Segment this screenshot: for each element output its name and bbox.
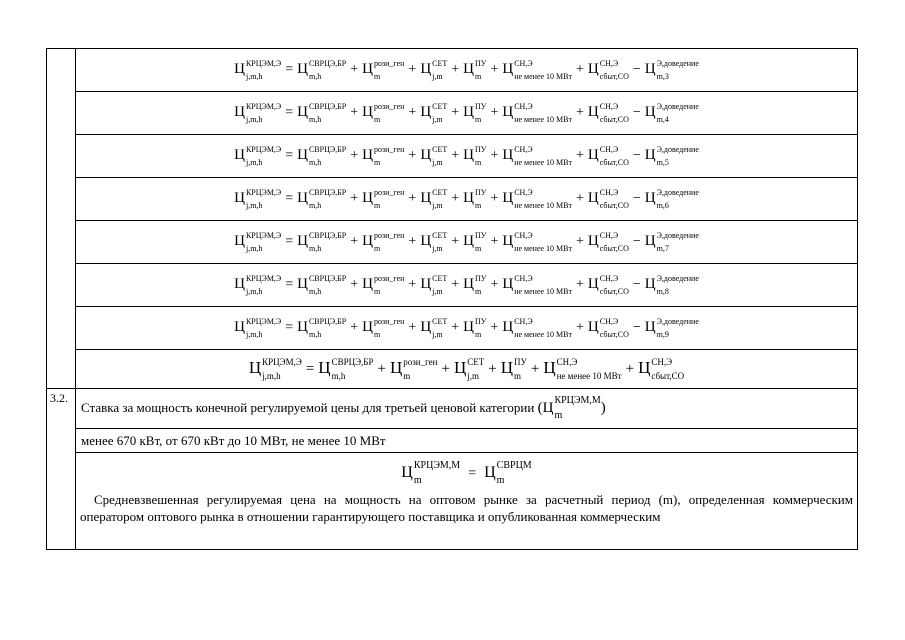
- formula-operator: +: [625, 360, 635, 377]
- formula-cell: [76, 135, 858, 178]
- formula-term: Ц ПУ m: [500, 356, 527, 381]
- formula-operator: +: [408, 191, 417, 207]
- formula-term: Ц КРЦЭМ,Э j,m,h: [248, 356, 302, 381]
- formula-operator: +: [451, 62, 460, 78]
- formula-operator: +: [408, 148, 417, 164]
- formula-operator: =: [285, 191, 294, 207]
- formula-row: [47, 49, 858, 92]
- formula-operator: +: [490, 105, 499, 121]
- formula-operator: +: [350, 191, 359, 207]
- formula-cell: [76, 221, 858, 264]
- formula-operator: +: [350, 234, 359, 250]
- formula-operator: +: [490, 320, 499, 336]
- section-title-row: [47, 389, 858, 429]
- formula-operator: +: [451, 105, 460, 121]
- formula-operator: −: [632, 105, 641, 121]
- formula-row: [47, 135, 858, 178]
- formula-term: Ц СН,Э не менее 10 МВт: [502, 187, 572, 210]
- formula-term: Ц КРЦЭМ,Э j,m,h: [234, 316, 282, 339]
- formula-operator: +: [576, 62, 584, 78]
- section-subtitle-row: [47, 429, 858, 453]
- title-formula: (Ц КРЦЭМ,М m ): [537, 395, 606, 421]
- formula-term: Ц рози_ген m: [362, 187, 405, 210]
- formula-term: Ц СН,Э сбыт,СО: [587, 187, 629, 210]
- formula-operator: +: [488, 360, 497, 377]
- formula-term: Ц ПУ m: [463, 101, 487, 124]
- formula-operator: =: [285, 320, 294, 336]
- formula-row: [47, 307, 858, 350]
- formula-term: Ц КРЦЭМ,Э j,m,h: [234, 273, 282, 296]
- formula-cell-total: [76, 350, 858, 389]
- formula-operator: −: [632, 234, 641, 250]
- formula-row: [47, 178, 858, 221]
- formula-term: Ц СН,Э сбыт,СО: [587, 144, 629, 167]
- row-number: 3.2.: [47, 389, 76, 550]
- section-title: Ставка за мощность конечной регулируемой цены для третьей ценовой категории: [81, 399, 535, 415]
- formula-term: Ц СЕТ j,m: [420, 316, 448, 339]
- formula-operator: +: [451, 320, 460, 336]
- formula-term: Ц ПУ m: [463, 58, 487, 81]
- formula-term: Ц КРЦЭМ,Э j,m,h: [234, 101, 282, 124]
- formula-operator: +: [408, 234, 417, 250]
- formula-term: Ц СВРЦЭ,БР m,h: [297, 144, 347, 167]
- formula-operator: +: [408, 320, 417, 336]
- formula-row: [47, 221, 858, 264]
- formula-operator: +: [576, 191, 584, 207]
- formula-term: Ц СЕТ j,m: [420, 58, 448, 81]
- formula-term: Ц СН,Э сбыт,СО: [638, 356, 685, 381]
- formula-term: Ц Э,доведение m,4: [644, 101, 699, 124]
- formula-operator: +: [490, 234, 499, 250]
- formula-term: Ц Э,доведение m,7: [644, 230, 699, 253]
- capacity-formula: Ц КРЦЭМ,М m = Ц СВРЦМ m: [401, 460, 532, 486]
- formula-operator: +: [576, 148, 584, 164]
- formula-term: Ц ПУ m: [463, 316, 487, 339]
- formula-operator: +: [350, 320, 359, 336]
- formula-operator: =: [285, 148, 294, 164]
- formula-cell: [76, 178, 858, 221]
- formula-operator: −: [632, 191, 641, 207]
- formula-operator: −: [632, 62, 641, 78]
- formula-operator: +: [441, 360, 450, 377]
- tariff-table: [46, 48, 858, 550]
- formula-rows: [47, 49, 858, 389]
- definition-paragraph: Средневзвешенная регулируемая цена на мощность на оптовом рынке за расчетный период (m), определенная коммерческим оператором оптового рынка в отношении гарантирующего поставщика и опубликованная коммерческим: [80, 492, 853, 524]
- formula-term: Ц рози_ген m: [362, 230, 405, 253]
- formula-operator: =: [285, 105, 294, 121]
- formula-term: Ц ПУ m: [463, 187, 487, 210]
- formula-term: Ц СВРЦЭ,БР m,h: [297, 230, 347, 253]
- formula-operator: +: [490, 277, 499, 293]
- formula-term: Ц рози_ген m: [362, 101, 405, 124]
- formula-operator: +: [377, 360, 386, 377]
- formula-term: Ц СВРЦЭ,БР m,h: [318, 356, 374, 381]
- formula-term: Ц СВРЦЭ,БР m,h: [297, 58, 347, 81]
- formula-operator: +: [576, 105, 584, 121]
- formula-term: Ц СЕТ j,m: [420, 273, 448, 296]
- formula-term: Ц рози_ген m: [362, 316, 405, 339]
- formula-cell: [76, 264, 858, 307]
- formula-term: Ц ПУ m: [463, 230, 487, 253]
- formula-term: Ц СЕТ j,m: [420, 144, 448, 167]
- formula-term: Ц СН,Э сбыт,СО: [587, 316, 629, 339]
- formula-term: Ц Э,доведение m,5: [644, 144, 699, 167]
- formula-row: [47, 264, 858, 307]
- formula-operator: −: [632, 320, 641, 336]
- formula-operator: +: [350, 148, 359, 164]
- formula-operator: +: [576, 277, 584, 293]
- formula-term: Ц ПУ m: [463, 273, 487, 296]
- formula-term: Ц СН,Э не менее 10 МВт: [502, 144, 572, 167]
- formula-operator: +: [451, 234, 460, 250]
- formula-operator: +: [490, 148, 499, 164]
- formula-term: Ц КРЦЭМ,Э j,m,h: [234, 230, 282, 253]
- formula-operator: +: [530, 360, 540, 377]
- row-number-empty: [47, 49, 76, 389]
- formula-operator: −: [632, 148, 641, 164]
- section-title-cell: [76, 389, 858, 429]
- formula-operator: +: [408, 62, 417, 78]
- formula-term: Ц СЕТ j,m: [420, 230, 448, 253]
- formula-term: Ц СН,Э не менее 10 МВт: [502, 273, 572, 296]
- formula-operator: =: [285, 277, 294, 293]
- formula-term: Ц СВРЦЭ,БР m,h: [297, 101, 347, 124]
- formula-term: Ц СН,Э не менее 10 МВт: [502, 316, 572, 339]
- formula-operator: +: [451, 277, 460, 293]
- formula-term: Ц СЕТ j,m: [453, 356, 485, 381]
- formula-term: Ц рози_ген m: [389, 356, 438, 381]
- formula-term: Ц ПУ m: [463, 144, 487, 167]
- formula-row: [47, 350, 858, 389]
- formula-term: Ц Э,доведение m,8: [644, 273, 699, 296]
- formula-operator: +: [350, 277, 359, 293]
- formula-operator: =: [305, 360, 315, 377]
- formula-row: [47, 92, 858, 135]
- formula-term: Ц Э,доведение m,6: [644, 187, 699, 210]
- formula-operator: +: [451, 148, 460, 164]
- formula-operator: +: [408, 105, 417, 121]
- formula-term: Ц СН,Э сбыт,СО: [587, 101, 629, 124]
- section-body: [76, 453, 858, 550]
- formula-operator: −: [632, 277, 641, 293]
- formula-term: Ц СН,Э не менее 10 МВт: [502, 101, 572, 124]
- formula-term: Ц СН,Э не менее 10 МВт: [502, 230, 572, 253]
- formula-term: Ц СН,Э сбыт,СО: [587, 58, 629, 81]
- formula-term: Ц Э,доведение m,3: [644, 58, 699, 81]
- section-body-row: [47, 453, 858, 550]
- formula-cell: [76, 307, 858, 350]
- formula-operator: +: [451, 191, 460, 207]
- formula-term: Ц рози_ген m: [362, 58, 405, 81]
- formula-term: Ц СН,Э не менее 10 МВт: [502, 58, 572, 81]
- formula-term: Ц СВРЦЭ,БР m,h: [297, 316, 347, 339]
- formula-term: Ц КРЦЭМ,Э j,m,h: [234, 144, 282, 167]
- formula-operator: +: [490, 62, 499, 78]
- formula-term: Ц КРЦЭМ,Э j,m,h: [234, 187, 282, 210]
- formula-term: Ц КРЦЭМ,Э j,m,h: [234, 58, 282, 81]
- formula-term: Ц Э,доведение m,9: [644, 316, 699, 339]
- formula-term: Ц СЕТ j,m: [420, 101, 448, 124]
- formula-term: Ц СН,Э не менее 10 МВт: [543, 356, 622, 381]
- formula-cell: [76, 92, 858, 135]
- formula-term: Ц СН,Э сбыт,СО: [587, 230, 629, 253]
- formula-term: Ц рози_ген m: [362, 273, 405, 296]
- formula-operator: +: [350, 105, 359, 121]
- formula-operator: +: [408, 277, 417, 293]
- formula-operator: +: [576, 234, 584, 250]
- formula-term: Ц СВРЦЭ,БР m,h: [297, 187, 347, 210]
- formula-cell: [76, 49, 858, 92]
- section-subtitle: менее 670 кВт, от 670 кВт до 10 МВт, не менее 10 МВт: [76, 429, 858, 453]
- formula-operator: +: [576, 320, 584, 336]
- formula-operator: =: [285, 62, 294, 78]
- formula-term: Ц СЕТ j,m: [420, 187, 448, 210]
- formula-term: Ц СН,Э сбыт,СО: [587, 273, 629, 296]
- formula-term: Ц СВРЦЭ,БР m,h: [297, 273, 347, 296]
- formula-term: Ц рози_ген m: [362, 144, 405, 167]
- formula-operator: +: [350, 62, 359, 78]
- formula-operator: +: [490, 191, 499, 207]
- formula-operator: =: [285, 234, 294, 250]
